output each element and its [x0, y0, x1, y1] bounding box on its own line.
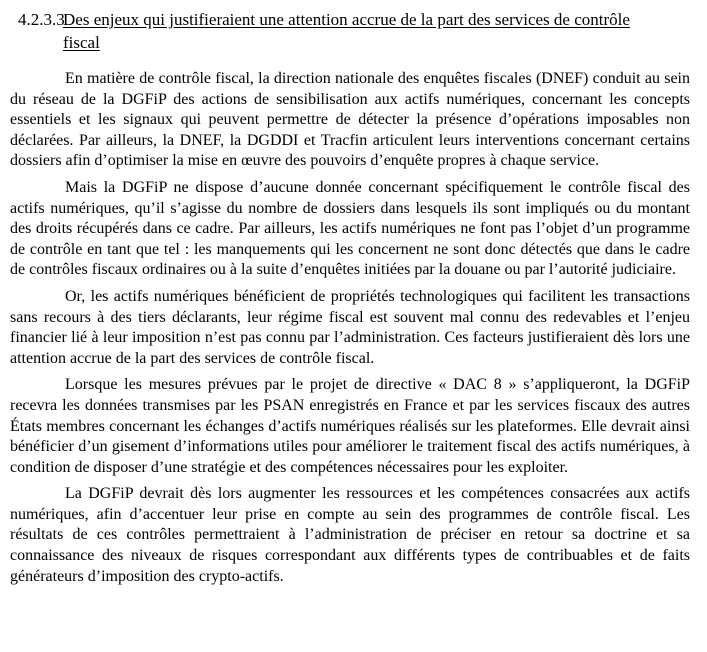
section-number: 4.2.3.3 — [18, 10, 65, 29]
paragraph-4: Lorsque les mesures prévues par le projet de directive « DAC 8 » s’appliqueront, la DGFiP recevra les données transmises par les PSAN enregistrés en France et par les services fiscaux des autres États membres concernant les échanges d’actifs numériques réalisés sur les plateformes. Elle devrait ainsi bénéficier d’un gisement d’informations utiles pour améliorer le traitement fiscal des actifs numériques, à condition de disposer d’une stratégie et des compétences nécessaires pour les exploiter. — [10, 376, 690, 476]
paragraph-5: La DGFiP devrait dès lors augmenter les ressources et les compétences consacrées aux actifs numériques, afin d’accentuer leur prise en compte au sein des programmes de contrôle fiscal. Les résultats de ces contrôles permettraient à l’administration de préciser en retour sa doctrine et sa connaissance des niveaux de risques correspondant aux différents types de contribuables et de faits générateurs d’imposition des crypto-actifs. — [10, 485, 690, 585]
paragraph-1: En matière de contrôle fiscal, la direction nationale des enquêtes fiscales (DNEF) conduit au sein du réseau de la DGFiP des actions de sensibilisation aux actifs numériques, concernant les concepts essentiels et les signaux qui peuvent permettre de détecter la présence d’opérations imposables non déclarées. Par ailleurs, la DNEF, la DGDDI et Tracfin articulent leurs interventions concernant certains dossiers afin d’optimiser la mise en œuvre des pouvoirs d’enquête propres à chaque service. — [10, 70, 690, 170]
paragraph-3: Or, les actifs numériques bénéficient de propriétés technologiques qui facilitent les transactions sans recours à des tiers déclarants, leur régime fiscal est souvent mal connu des redevables et l’enjeu financier lié à leur imposition n’est pas connu par l’administration. Ces facteurs justifieraient dès lors une attention accrue de la part des services de contrôle fiscal. — [10, 287, 690, 367]
section-heading — [18, 8, 690, 54]
paragraph-2: Mais la DGFiP ne dispose d’aucune donnée concernant spécifiquement le contrôle fiscal des actifs numériques, qu’il s’agisse du nombre de dossiers dans lesquels ils sont impliqués ou du montant des droits récupérés dans ce cadre. Par ailleurs, les actifs numériques ne font pas l’objet d’un programme de contrôle en tant que tel : les manquements qui les concernent ne sont donc détectés que dans le cadre de contrôles fiscaux ordinaires ou à la suite d’enquêtes initiées par la douane ou par l’autorité judiciaire. — [10, 178, 690, 279]
section-title: Des enjeux qui justifieraient une attention accrue de la part des services de contrôle fiscal — [63, 10, 630, 52]
